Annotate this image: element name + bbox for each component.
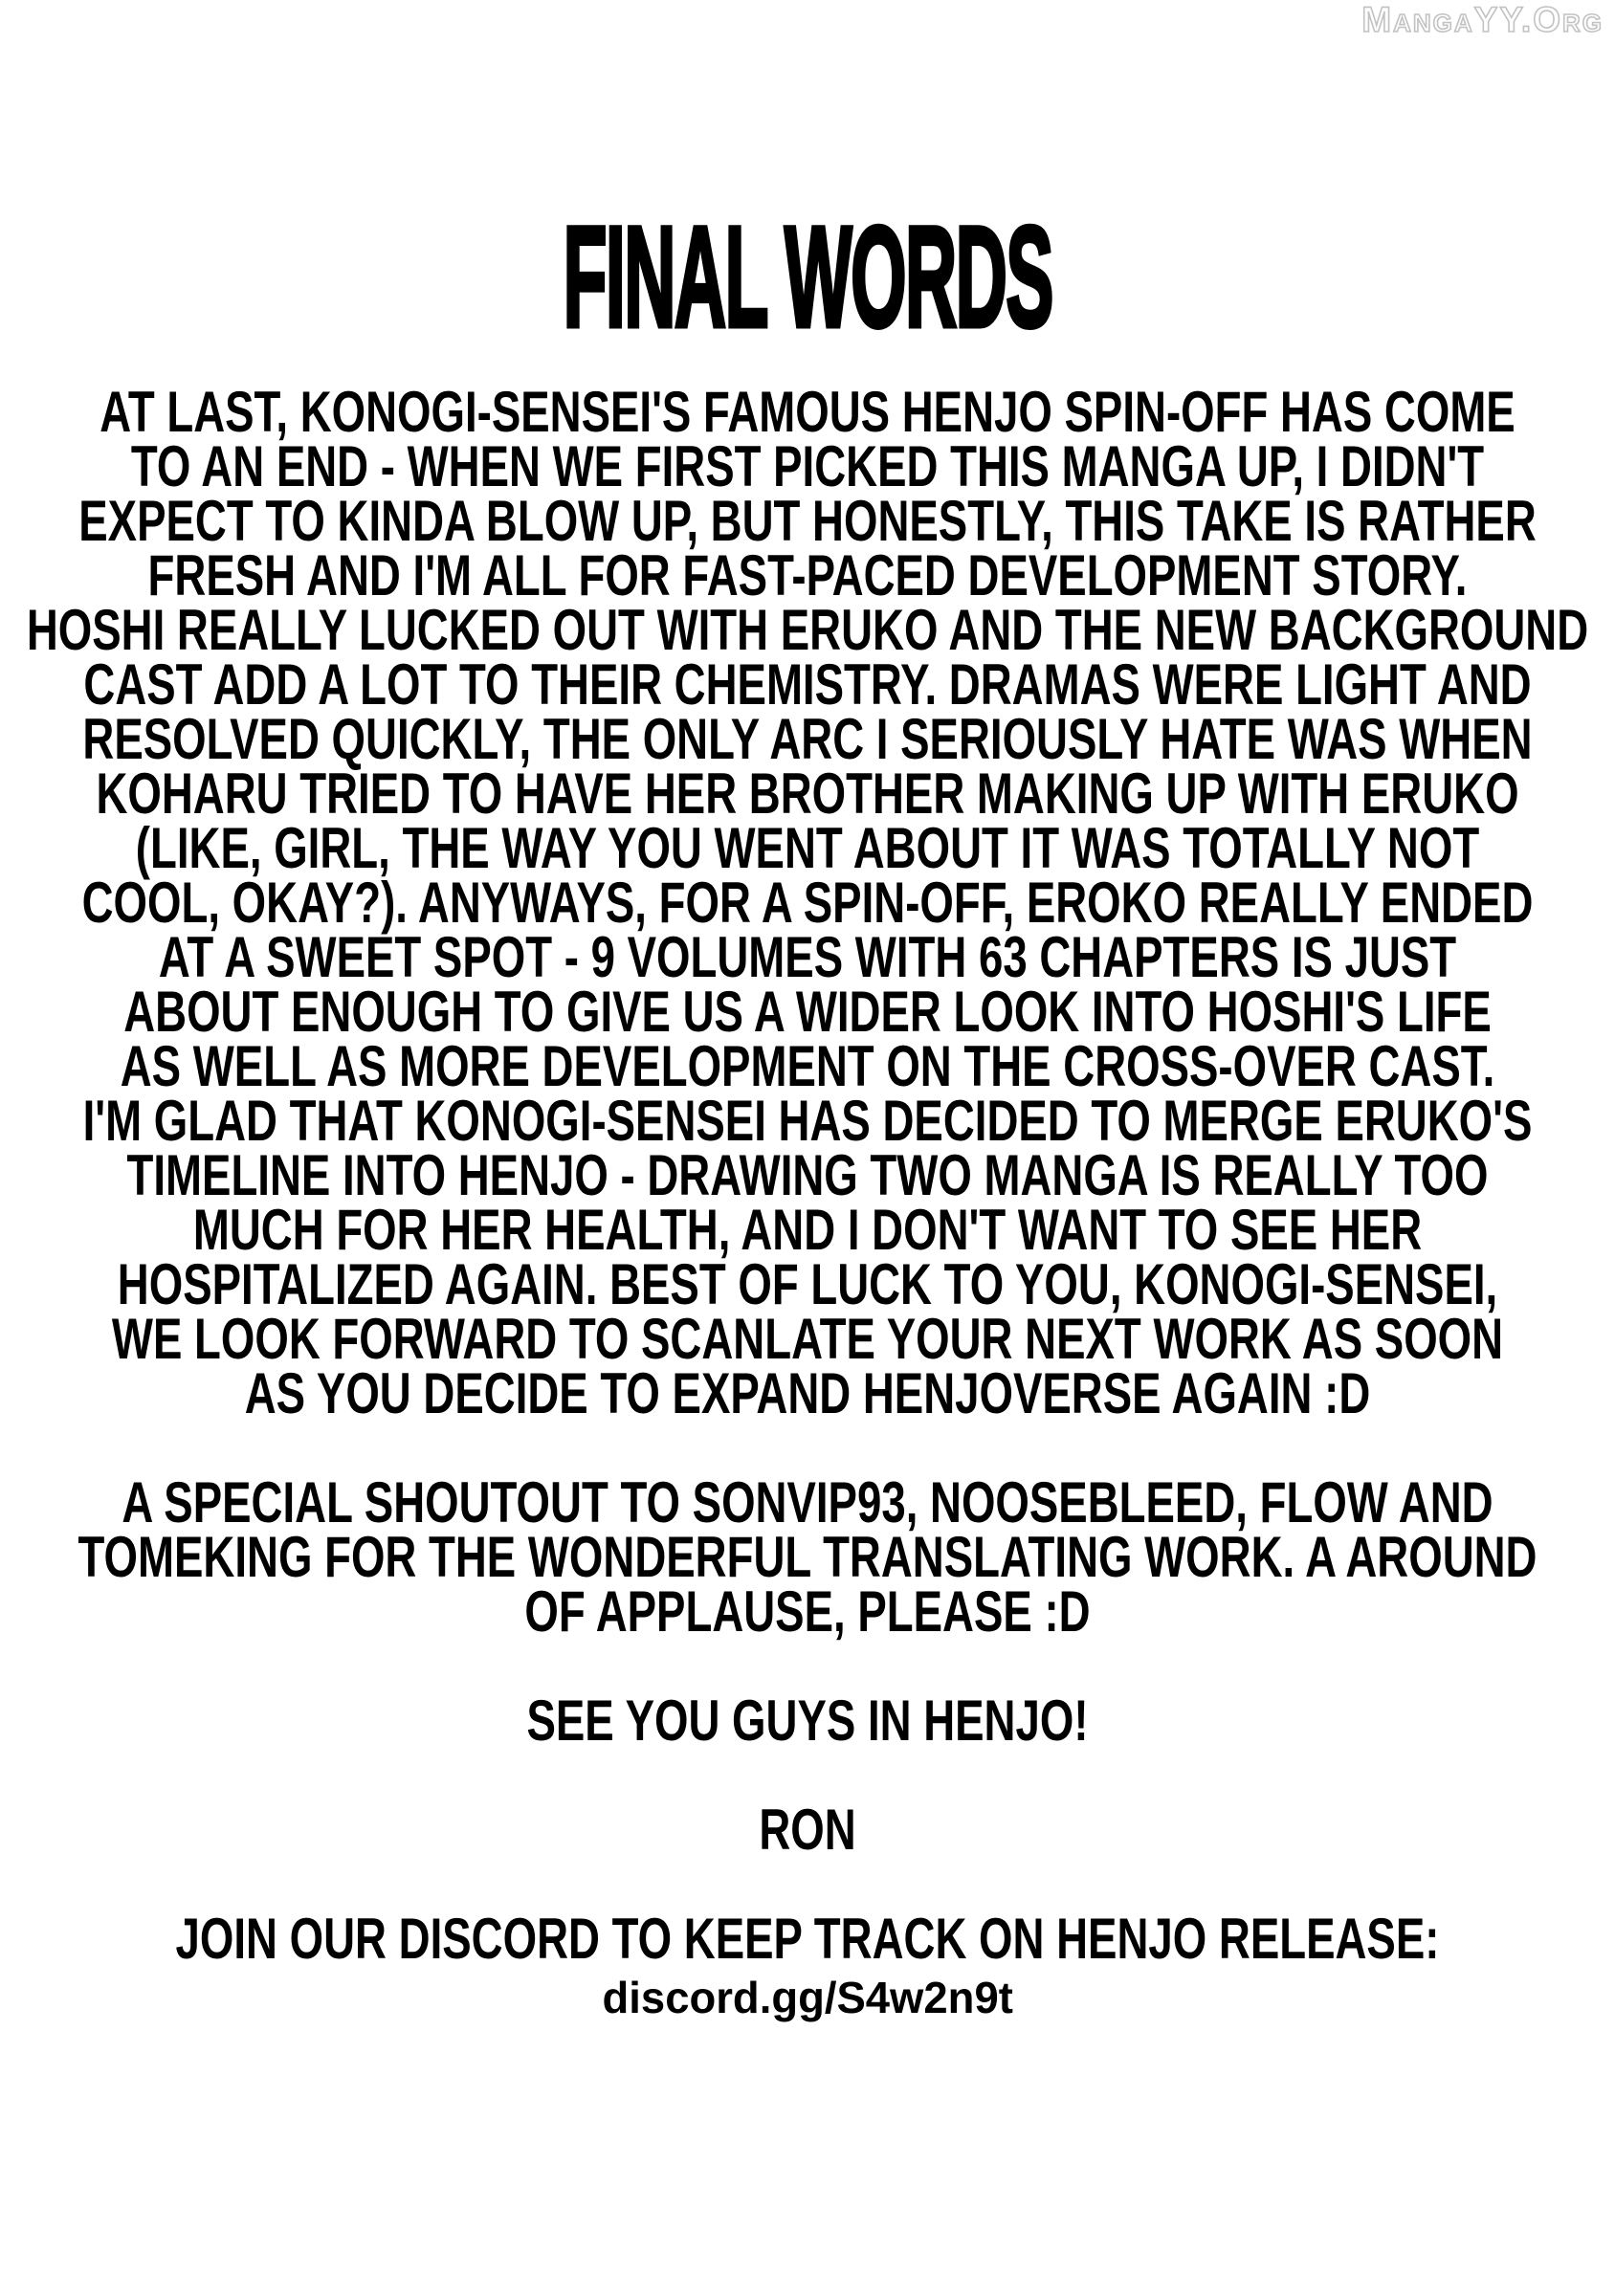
farewell-line: SEE YOU GUYS IN HENJO! <box>526 1689 1089 1753</box>
main-paragraph <box>26 380 1589 1425</box>
body-line: HOSPITALIZED AGAIN. BEST OF LUCK TO YOU, KONOGI-SENSEI, <box>117 1252 1498 1316</box>
body-line: AS WELL AS MORE DEVELOPMENT ON THE CROSS-OVER CAST. <box>120 1034 1495 1098</box>
body-line: KOHARU TRIED TO HAVE HER BROTHER MAKING UP WITH ERUKO <box>96 762 1519 826</box>
body-line: CAST ADD A LOT TO THEIR CHEMISTRY. DRAMAS WERE LIGHT AND <box>83 652 1532 717</box>
body-line: RESOLVED QUICKLY, THE ONLY ARC I SERIOUSLY HATE WAS WHEN <box>82 707 1533 771</box>
body-line: FRESH AND I'M ALL FOR FAST-PACED DEVELOPMENT STORY. <box>147 543 1468 607</box>
discord-cta-line: JOIN OUR DISCORD TO KEEP TRACK ON HENJO RELEASE: <box>175 1907 1440 1971</box>
body-line: AT A SWEET SPOT - 9 VOLUMES WITH 63 CHAPTERS IS JUST <box>158 925 1457 989</box>
body-line: ABOUT ENOUGH TO GIVE US A WIDER LOOK INTO HOSHI'S LIFE <box>123 980 1492 1044</box>
shoutout-line: OF APPLAUSE, PLEASE :D <box>524 1579 1091 1644</box>
body-line: AT LAST, KONOGI-SENSEI'S FAMOUS HENJO SPIN-OFF HAS COME <box>100 380 1515 444</box>
body-line: EXPECT TO KINDA BLOW UP, BUT HONESTLY, THIS TAKE IS RATHER <box>78 489 1537 553</box>
body-line: (LIKE, GIRL, THE WAY YOU WENT ABOUT IT WAS TOTALLY NOT <box>135 816 1480 880</box>
credits-text-column <box>26 380 1589 2025</box>
body-line: MUCH FOR HER HEALTH, AND I DON'T WANT TO SEE HER <box>192 1198 1423 1262</box>
body-line: AS YOU DECIDE TO EXPAND HENJOVERSE AGAIN :D <box>244 1361 1371 1425</box>
signature-line: RON <box>759 1798 856 1862</box>
discord-invite-link: discord.gg/S4w2n9t <box>602 1973 1013 2022</box>
page-title: FINAL WORDS <box>563 196 1052 357</box>
shoutout-line: TOMEKING FOR THE WONDERFUL TRANSLATING WORK. A AROUND <box>77 1525 1538 1589</box>
site-watermark: MangaYY.Org <box>1361 0 1604 39</box>
body-line: COOL, OKAY?). ANYWAYS, FOR A SPIN-OFF, EROKO REALLY ENDED <box>81 871 1534 935</box>
shoutout-paragraph <box>77 1470 1538 1644</box>
discord-paragraph <box>175 1907 1440 2025</box>
title-container <box>0 196 1615 357</box>
body-line: WE LOOK FORWARD TO SCANLATE YOUR NEXT WORK AS SOON <box>111 1307 1504 1371</box>
signature-paragraph <box>194 1798 1422 1862</box>
discord-link-line <box>602 1966 1013 2025</box>
shoutout-line: A SPECIAL SHOUTOUT TO SONVIP93, NOOSEBLEED, FLOW AND <box>122 1470 1493 1534</box>
body-line: TIMELINE INTO HENJO - DRAWING TWO MANGA IS REALLY TOO <box>126 1143 1489 1207</box>
body-line: TO AN END - WHEN WE FIRST PICKED THIS MANGA UP, I DIDN'T <box>130 434 1485 498</box>
body-line: I'M GLAD THAT KONOGI-SENSEI HAS DECIDED TO MERGE ERUKO'S <box>82 1089 1533 1153</box>
farewell-paragraph <box>194 1689 1422 1753</box>
body-line: HOSHI REALLY LUCKED OUT WITH ERUKO AND THE NEW BACKGROUND <box>26 598 1589 662</box>
